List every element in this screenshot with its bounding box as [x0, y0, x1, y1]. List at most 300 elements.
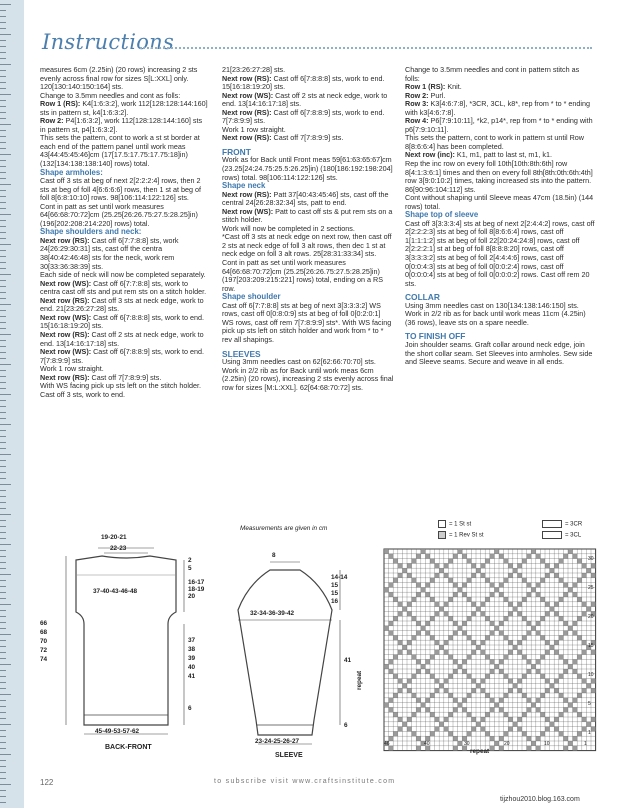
ruler-tick	[0, 700, 6, 701]
purl-cell	[577, 693, 582, 698]
purl-cell	[586, 607, 591, 612]
purl-cell	[517, 611, 522, 616]
purl-cell	[458, 626, 463, 631]
ruler-tick	[0, 490, 6, 491]
purl-cell	[389, 698, 394, 703]
ruler-tick	[0, 358, 6, 359]
purl-cell	[453, 621, 458, 626]
purl-cell	[448, 616, 453, 621]
purl-cell	[462, 592, 467, 597]
ruler-tick	[0, 274, 11, 275]
ruler-tick	[0, 610, 6, 611]
page-title: Instructions	[42, 30, 175, 54]
section-heading: FRONT	[222, 146, 251, 157]
purl-cell	[522, 674, 527, 679]
purl-cell	[573, 592, 578, 597]
purl-cell	[573, 707, 578, 712]
ruler-tick	[0, 508, 6, 509]
purl-cell	[582, 727, 587, 732]
page-number: 122	[40, 778, 54, 787]
purl-cell	[490, 746, 495, 751]
cable-right-icon	[542, 520, 562, 528]
ruler-tick	[0, 754, 11, 755]
instruction-text: Cast off 7[7:8:9:9] sts.	[271, 133, 344, 143]
back-front-outline	[76, 556, 176, 725]
chart-row-label: 30	[588, 556, 594, 562]
purl-cell	[577, 578, 582, 583]
purl-cell	[407, 640, 412, 645]
purl-cell	[568, 626, 573, 631]
purl-cell	[481, 563, 486, 568]
purl-cell	[545, 602, 550, 607]
purl-cell	[563, 631, 568, 636]
ruler-tick	[0, 748, 6, 749]
purl-cell	[471, 640, 476, 645]
purl-cell	[499, 659, 504, 664]
ruler-tick	[0, 526, 6, 527]
purl-cell	[425, 707, 430, 712]
purl-cell	[435, 602, 440, 607]
purl-cell	[554, 679, 559, 684]
purl-cell	[499, 698, 504, 703]
purl-cell	[481, 640, 486, 645]
chart-repeat-vertical: repeat	[356, 670, 363, 690]
ruler-tick	[0, 202, 6, 203]
purl-cell	[448, 655, 453, 660]
purl-cell	[425, 592, 430, 597]
ruler-tick	[0, 46, 6, 47]
purl-cell	[425, 621, 430, 626]
purl-cell	[444, 640, 449, 645]
legend-item: = 3CL	[542, 531, 581, 539]
purl-cell	[490, 554, 495, 559]
diagram-back-top-outer: 19-20-21	[101, 534, 127, 541]
instruction-text: P6[7:9:10:11], *k2, p14*, rep from * to * ending with p6[7:9:10:11].	[405, 116, 593, 134]
purl-cell	[554, 727, 559, 732]
purl-cell	[448, 674, 453, 679]
purl-cell	[430, 712, 435, 717]
purl-cell	[504, 559, 509, 564]
purl-cell	[545, 611, 550, 616]
ruler-tick	[0, 364, 11, 365]
purl-cell	[398, 640, 403, 645]
sleeve-outline	[238, 570, 332, 735]
instruction-paragraph	[222, 191, 394, 208]
purl-cell	[573, 736, 578, 741]
purl-cell	[513, 568, 518, 573]
blog-credit: tijzhou2010.blog.163.com	[500, 796, 580, 803]
purl-cell	[467, 674, 472, 679]
purl-cell	[430, 693, 435, 698]
purl-cell	[591, 688, 596, 693]
purl-cell	[481, 573, 486, 578]
purl-cell	[471, 688, 476, 693]
purl-cell	[402, 645, 407, 650]
instruction-text: Work 1 row straight.	[40, 364, 104, 374]
purl-cell	[554, 563, 559, 568]
purl-cell	[412, 616, 417, 621]
purl-cell	[407, 563, 412, 568]
ruler-tick	[0, 322, 6, 323]
purl-cell	[559, 578, 564, 583]
instruction-text: Cast off 7[7:8:9:9] sts.	[89, 372, 162, 382]
diagram-sleeve-note: Measurements are given in cm	[240, 525, 328, 532]
instruction-text: Join shoulder seams. Graft collar around neck edge, join the short collar seam. Set Sleeves into armholes. Sew side and Sleeve seams. Secure and weave in all ends.	[405, 339, 593, 367]
purl-cell	[389, 707, 394, 712]
ruler-tick	[0, 622, 6, 623]
purl-cell	[444, 717, 449, 722]
section-heading: SLEEVES	[222, 348, 261, 359]
instruction-paragraph	[222, 109, 394, 126]
purl-cell	[384, 587, 389, 592]
ruler-tick	[0, 556, 6, 557]
purl-cell	[577, 655, 582, 660]
instruction-paragraph	[40, 237, 208, 271]
purl-cell	[425, 631, 430, 636]
purl-cell	[582, 688, 587, 693]
purl-cell	[407, 611, 412, 616]
ruler-tick	[0, 22, 6, 23]
purl-cell	[563, 746, 568, 751]
purl-cell	[504, 731, 509, 736]
purl-cell	[577, 616, 582, 621]
purl-cell	[568, 741, 573, 746]
purl-cell	[536, 592, 541, 597]
instruction-text: Cast off 2 sts at neck edge, work to end. 13[14:16:17:18] sts.	[222, 90, 388, 109]
purl-cell	[517, 688, 522, 693]
purl-cell	[504, 635, 509, 640]
purl-cell	[458, 741, 463, 746]
purl-cell	[517, 650, 522, 655]
purl-cell	[453, 707, 458, 712]
purl-cell	[421, 703, 426, 708]
purl-cell	[490, 698, 495, 703]
ruler-tick	[0, 370, 6, 371]
row-label: Row 4:	[405, 116, 429, 126]
purl-cell	[407, 573, 412, 578]
ruler-tick	[0, 688, 6, 689]
purl-cell	[536, 554, 541, 559]
purl-cell	[453, 746, 458, 751]
purl-cell	[416, 669, 421, 674]
purl-cell	[393, 655, 398, 660]
purl-cell	[531, 587, 536, 592]
purl-cell	[393, 693, 398, 698]
purl-cell	[568, 587, 573, 592]
purl-cell	[591, 602, 596, 607]
ruler-tick	[0, 346, 6, 347]
side-ruler	[0, 0, 24, 808]
ruler-tick	[0, 208, 6, 209]
purl-cell	[550, 683, 555, 688]
chart-row-label: 15	[588, 643, 594, 649]
purl-cell	[453, 698, 458, 703]
purl-cell	[435, 573, 440, 578]
purl-cell	[471, 573, 476, 578]
purl-cell	[462, 659, 467, 664]
instruction-paragraph	[405, 160, 595, 194]
purl-cell	[458, 587, 463, 592]
section-subheading: Shape shoulders and neck:	[40, 227, 142, 237]
purl-cell	[527, 554, 532, 559]
knit-symbol-icon	[438, 520, 446, 528]
purl-cell	[453, 631, 458, 636]
instruction-text: Change to 3.5mm needles and cont in pattern stitch as folls:	[405, 65, 580, 83]
ruler-tick	[0, 646, 6, 647]
purl-cell	[389, 583, 394, 588]
ruler-tick	[0, 130, 6, 131]
purl-cell	[573, 554, 578, 559]
purl-cell	[499, 736, 504, 741]
text-column-1	[40, 66, 208, 399]
chart-row-label: 10	[588, 672, 594, 678]
purl-cell	[508, 679, 513, 684]
purl-cell	[582, 650, 587, 655]
purl-cell	[517, 573, 522, 578]
purl-cell	[398, 727, 403, 732]
purl-cell	[582, 717, 587, 722]
purl-cell	[545, 679, 550, 684]
ruler-tick	[0, 502, 6, 503]
purl-cell	[563, 583, 568, 588]
ruler-tick	[0, 58, 6, 59]
instruction-text: Cont in patt as set until work measures 64[66:68:70:72]cm (25.25[26:26.75:27.5:28.25]in) (197[203:209:215:221] rows) total, ending on a RS row.	[222, 258, 384, 293]
chart-row-label: 20	[588, 614, 594, 620]
ruler-tick	[0, 250, 6, 251]
ruler-tick	[0, 136, 6, 137]
ruler-tick	[0, 112, 6, 113]
diagram-back-chest-upper: 37-40-43-46-48	[93, 588, 138, 595]
instruction-paragraph	[222, 156, 394, 182]
diagram-back-title: BACK-FRONT	[105, 744, 152, 751]
purl-cell	[421, 664, 426, 669]
ruler-tick	[0, 268, 6, 269]
purl-cell	[540, 655, 545, 660]
instruction-text: Cast off 6[7:7:8:8] sts, work to centra cast off sts and put rem sts on a stitch holder.	[40, 278, 207, 297]
diagram-back-length: 66 68 70 72 74	[40, 620, 48, 663]
purl-cell	[407, 602, 412, 607]
purl-cell	[554, 602, 559, 607]
purl-cell	[490, 669, 495, 674]
purl-cell	[444, 727, 449, 732]
ruler-tick	[0, 562, 6, 563]
text-column-2	[222, 66, 394, 392]
purl-cell	[517, 602, 522, 607]
legend-item: = 3CR	[542, 520, 582, 528]
purl-cell	[476, 607, 481, 612]
ruler-tick	[0, 412, 6, 413]
ruler-tick	[0, 232, 6, 233]
purl-cell	[389, 631, 394, 636]
purl-cell	[563, 592, 568, 597]
purl-cell	[545, 650, 550, 655]
purl-cell	[407, 688, 412, 693]
instruction-text: Each side of neck will now be completed separately.	[40, 270, 206, 280]
ruler-tick	[0, 784, 11, 785]
purl-cell	[430, 559, 435, 564]
purl-cell	[527, 659, 532, 664]
purl-cell	[536, 659, 541, 664]
diagram-back-top-inner: 22-23	[110, 545, 127, 552]
ruler-tick	[0, 430, 6, 431]
purl-cell	[416, 583, 421, 588]
purl-cell	[586, 722, 591, 727]
instruction-text: Cast off 3[3:3:3:4] sts at beg of next 2[2:4:4:2] rows, cast off 2[2:2:2:3] sts at beg of foll 8[8:6:6:4] rows, cast off 1[1:1:1:2] sts at beg of foll 22[20:24:24:8] rows, cast off 2[2:2:2:1] st at beg of foll 8[8:8:8:20] rows, cast off 3[3:3:3:2] sts at beg of foll 2[4:4:4:6] rows, cast off 0[0:0:4:3] sts at beg of foll 0[0:0:2:4] rows, cast off 0[0:0:0:4] sts at beg of foll 0[0:0:0:2] rows. Cast off rem 20 sts.	[405, 218, 595, 288]
ruler-tick	[0, 796, 6, 797]
ruler-tick	[0, 568, 6, 569]
purl-cell	[559, 674, 564, 679]
purl-cell	[398, 602, 403, 607]
ruler-tick	[0, 712, 6, 713]
ruler-tick	[0, 148, 6, 149]
row-label: Next row (WS):	[40, 278, 92, 288]
instruction-text: 21[23:26:27:28] sts.	[222, 65, 286, 74]
section-subheading: Shape neck	[222, 181, 266, 191]
purl-cell	[499, 669, 504, 674]
purl-cell	[444, 611, 449, 616]
purl-cell	[522, 693, 527, 698]
ruler-tick	[0, 658, 6, 659]
purl-cell	[393, 559, 398, 564]
purl-cell	[398, 717, 403, 722]
purl-cell	[559, 693, 564, 698]
purl-cell	[540, 693, 545, 698]
ruler-tick	[0, 550, 6, 551]
purl-cell	[527, 746, 532, 751]
instruction-text: Work will now be completed in 2 sections.	[222, 223, 355, 233]
purl-cell	[536, 621, 541, 626]
diagram-sleeve-cap: 14-14 15 15 16	[331, 574, 348, 605]
ruler-tick	[0, 442, 6, 443]
purl-cell	[389, 621, 394, 626]
purl-cell	[384, 703, 389, 708]
purl-cell	[481, 688, 486, 693]
purl-cell	[527, 583, 532, 588]
purl-cell	[573, 621, 578, 626]
purl-cell	[508, 611, 513, 616]
purl-cell	[536, 669, 541, 674]
purl-cell	[554, 640, 559, 645]
purl-cell	[522, 597, 527, 602]
instruction-paragraph	[222, 302, 394, 345]
purl-cell	[586, 568, 591, 573]
purl-cell	[462, 698, 467, 703]
purl-cell	[490, 659, 495, 664]
instruction-text: With WS facing pick up sts left on the stitch holder. Cast off 3 sts, work to end.	[40, 381, 201, 399]
purl-cell	[490, 583, 495, 588]
ruler-tick	[0, 184, 11, 185]
purl-cell	[490, 736, 495, 741]
ruler-tick	[0, 142, 6, 143]
purl-cell	[453, 554, 458, 559]
purl-cell	[471, 602, 476, 607]
instruction-text: measures 6cm (2.25in) (20 rows) increasing 2 sts evenly across final row for sizes S[L:XXL] only. 120[130:140:150:164] sts.	[40, 65, 198, 92]
ruler-tick	[0, 196, 6, 197]
purl-cell	[513, 645, 518, 650]
purl-cell	[425, 583, 430, 588]
purl-cell	[471, 611, 476, 616]
ruler-tick	[0, 280, 6, 281]
purl-cell	[527, 621, 532, 626]
purl-cell	[471, 727, 476, 732]
purl-cell	[508, 602, 513, 607]
purl-cell	[504, 578, 509, 583]
purl-cell	[485, 559, 490, 564]
ruler-tick	[0, 352, 6, 353]
purl-cell	[416, 736, 421, 741]
purl-cell	[481, 717, 486, 722]
purl-cell	[582, 563, 587, 568]
chart-repeat-horizontal: repeat	[470, 748, 490, 755]
purl-cell	[490, 592, 495, 597]
purl-cell	[494, 549, 499, 554]
ruler-tick	[0, 70, 6, 71]
ruler-tick	[0, 436, 6, 437]
purl-cell	[504, 655, 509, 660]
purl-cell	[389, 659, 394, 664]
purl-cell	[389, 669, 394, 674]
ruler-tick	[0, 682, 6, 683]
diagram-sleeve-cuff: 23-24-25-26-27	[255, 738, 300, 745]
purl-symbol-icon	[438, 531, 446, 539]
purl-cell	[444, 679, 449, 684]
purl-cell	[398, 611, 403, 616]
purl-cell	[513, 722, 518, 727]
purl-cell	[430, 655, 435, 660]
ruler-tick	[0, 304, 11, 305]
purl-cell	[563, 698, 568, 703]
ruler-tick	[0, 400, 6, 401]
purl-cell	[508, 717, 513, 722]
purl-cell	[563, 736, 568, 741]
purl-cell	[582, 602, 587, 607]
diagram-sleeve-top: 8	[272, 552, 276, 559]
purl-cell	[462, 554, 467, 559]
purl-cell	[536, 583, 541, 588]
ruler-tick	[0, 418, 6, 419]
ruler-tick	[0, 772, 6, 773]
ruler-tick	[0, 760, 6, 761]
purl-cell	[435, 563, 440, 568]
instruction-paragraph	[222, 92, 394, 109]
instruction-paragraph	[40, 280, 208, 297]
purl-cell	[416, 631, 421, 636]
purl-cell	[425, 698, 430, 703]
row-label: Next row (RS):	[40, 329, 90, 339]
instruction-paragraph	[40, 66, 208, 92]
row-label: Next row (WS):	[222, 90, 274, 100]
purl-cell	[517, 563, 522, 568]
purl-cell	[393, 731, 398, 736]
purl-cell	[508, 688, 513, 693]
purl-cell	[402, 607, 407, 612]
purl-cell	[573, 669, 578, 674]
purl-cell	[444, 688, 449, 693]
purl-cell	[499, 583, 504, 588]
purl-cell	[586, 683, 591, 688]
purl-cell	[412, 655, 417, 660]
purl-cell	[476, 645, 481, 650]
purl-cell	[591, 573, 596, 578]
purl-cell	[393, 578, 398, 583]
purl-cell	[591, 717, 596, 722]
purl-cell	[568, 549, 573, 554]
purl-cell	[453, 592, 458, 597]
purl-cell	[550, 568, 555, 573]
purl-cell	[513, 683, 518, 688]
purl-cell	[444, 650, 449, 655]
ruler-tick	[0, 448, 6, 449]
